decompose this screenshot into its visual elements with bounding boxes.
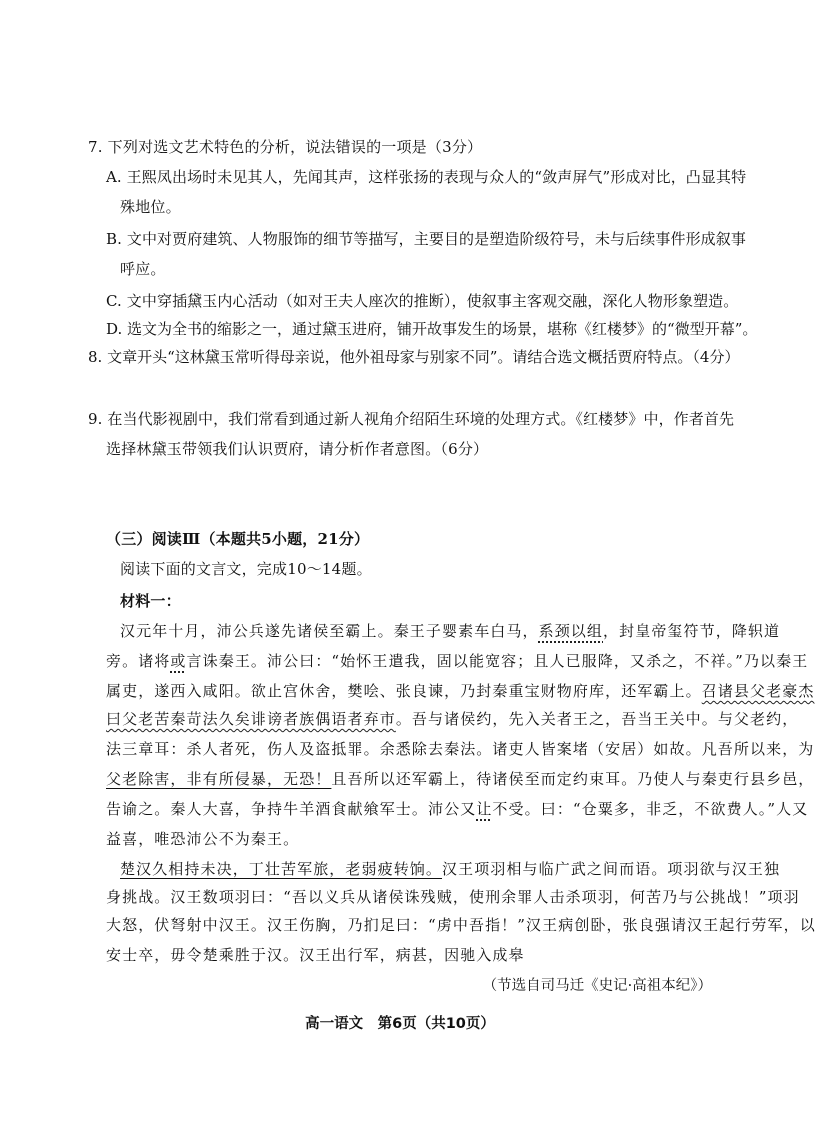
passage-line-4 (106, 708, 798, 730)
q7-option-b-line2: 呼应。 (120, 260, 166, 278)
section3-title: （三）阅读Ⅲ（本题共5小题，21分） (106, 530, 370, 548)
q9-line2: 选择林黛玉带领我们认识贾府，请分析作者意图。（6分） (106, 440, 489, 458)
wavy-underlined-phrase: 曰父老苦秦苛法久矣诽谤者族偶语者弃市 (106, 710, 396, 728)
dotted-word: 让 (476, 800, 493, 818)
source-citation: （节选自司马迁《史记·高祖本纪》） (482, 978, 712, 994)
passage-line-11: 大怒，伏弩射中汉王。汉王伤胸，乃扪足曰：“虏中吾指！”汉王病创卧，张良强请汉王起行劳军，以 (106, 916, 816, 934)
q7-option-c: C. 文中穿插黛玉内心活动（如对王夫人座次的推断），使叙事主客观交融，深化人物形象塑造。 (106, 292, 739, 310)
dotted-word: 或 (170, 652, 187, 670)
passage-text: 告谕之。秦人大喜，争持牛羊酒食献飨军士。沛公又 (106, 800, 477, 818)
underlined-phrase: 父老除害，非有所侵暴，无恐！ (106, 770, 332, 788)
section3-instruction: 阅读下面的文言文，完成10～14题。 (120, 560, 372, 578)
passage-line-7 (106, 798, 808, 820)
passage-text: 属吏，遂西入咸阳。欲止宫休舍，樊哙、张良谏，乃封秦重宝财物府库，还军霸上。 (106, 682, 702, 700)
page-footer: 高一语文 第6页（共10页） (305, 1016, 495, 1032)
q7-option-d: D. 选文为全书的缩影之一，通过黛玉进府，铺开故事发生的场景，堪称《红楼梦》的“微型开幕”。 (106, 320, 758, 338)
q7-option-b-line1: B. 文中对贾府建筑、人物服饰的细节等描写，主要目的是塑造阶级符号，未与后续事件形成叙事 (106, 230, 746, 248)
q7-stem: 7. 下列对选文艺术特色的分析，说法错误的一项是（3分） (88, 138, 483, 156)
passage-line-12: 安士卒，毋令楚乘胜于汉。汉王出行军，病甚，因驰入成皋 (106, 946, 525, 964)
q9-line1: 9. 在当代影视剧中，我们常看到通过新人视角介绍陌生环境的处理方式。《红楼梦》中，作者首先 (88, 410, 735, 428)
passage-line-1 (120, 620, 780, 642)
wavy-underlined-phrase: 召诸县父老豪杰 (701, 682, 815, 700)
dotted-phrase: 系颈以组 (538, 622, 604, 640)
material-label: 材料一： (120, 592, 181, 610)
passage-line-9 (120, 858, 780, 880)
passage-line-10: 身挑战。汉王数项羽曰：“吾以义兵从诸侯诛残贼，使刑余罪人击杀项羽，何苦乃与公挑战！”项羽 (106, 888, 800, 906)
passage-text: ，封皇帝玺符节，降轵道 (603, 622, 781, 640)
passage-line-6 (106, 768, 814, 790)
passage-text: 且吾所以还军霸上，待诸侯至而定约束耳。乃使人与秦吏行县乡邑， (331, 770, 815, 788)
passage-text: 言诛秦王。沛公曰：“始怀王遣我，固以能宽容；且人已服降，又杀之，不祥。”乃以秦王 (186, 652, 809, 670)
q8-text: 8. 文章开头“这林黛玉常听得母亲说，他外祖母家与别家不同”。请结合选文概括贾府特点。（4分） (88, 348, 740, 366)
passage-line-3 (106, 680, 814, 702)
underlined-phrase: 楚汉久相持未决，丁壮苦军旅，老弱疲转饷。 (120, 860, 443, 878)
passage-line-8: 益喜，唯恐沛公不为秦王。 (106, 830, 300, 848)
q7-option-a-line1: A. 王熙凤出场时未见其人，先闻其声，这样张扬的表现与众人的“敛声屏气”形成对比，凸显其特 (106, 168, 747, 186)
passage-text: 汉元年十月，沛公兵遂先诸侯至霸上。秦王子婴素车白马， (120, 622, 539, 640)
passage-text: 旁。诸将 (106, 652, 171, 670)
passage-text: 汉王项羽相与临广武之间而语。项羽欲与汉王独 (442, 860, 781, 878)
passage-line-5: 法三章耳：杀人者死，伤人及盗抵罪。余悉除去秦法。诸吏人皆案堵（安居）如故。凡吾所以来，为 (106, 740, 815, 758)
passage-text: 。吾与诸侯约，先入关者王之，吾当王关中。与父老约， (395, 710, 799, 728)
passage-line-2 (106, 650, 808, 672)
passage-text: 不受。曰：“仓粟多，非乏，不欲费人。”人又 (492, 800, 809, 818)
q7-option-a-line2: 殊地位。 (120, 198, 181, 216)
